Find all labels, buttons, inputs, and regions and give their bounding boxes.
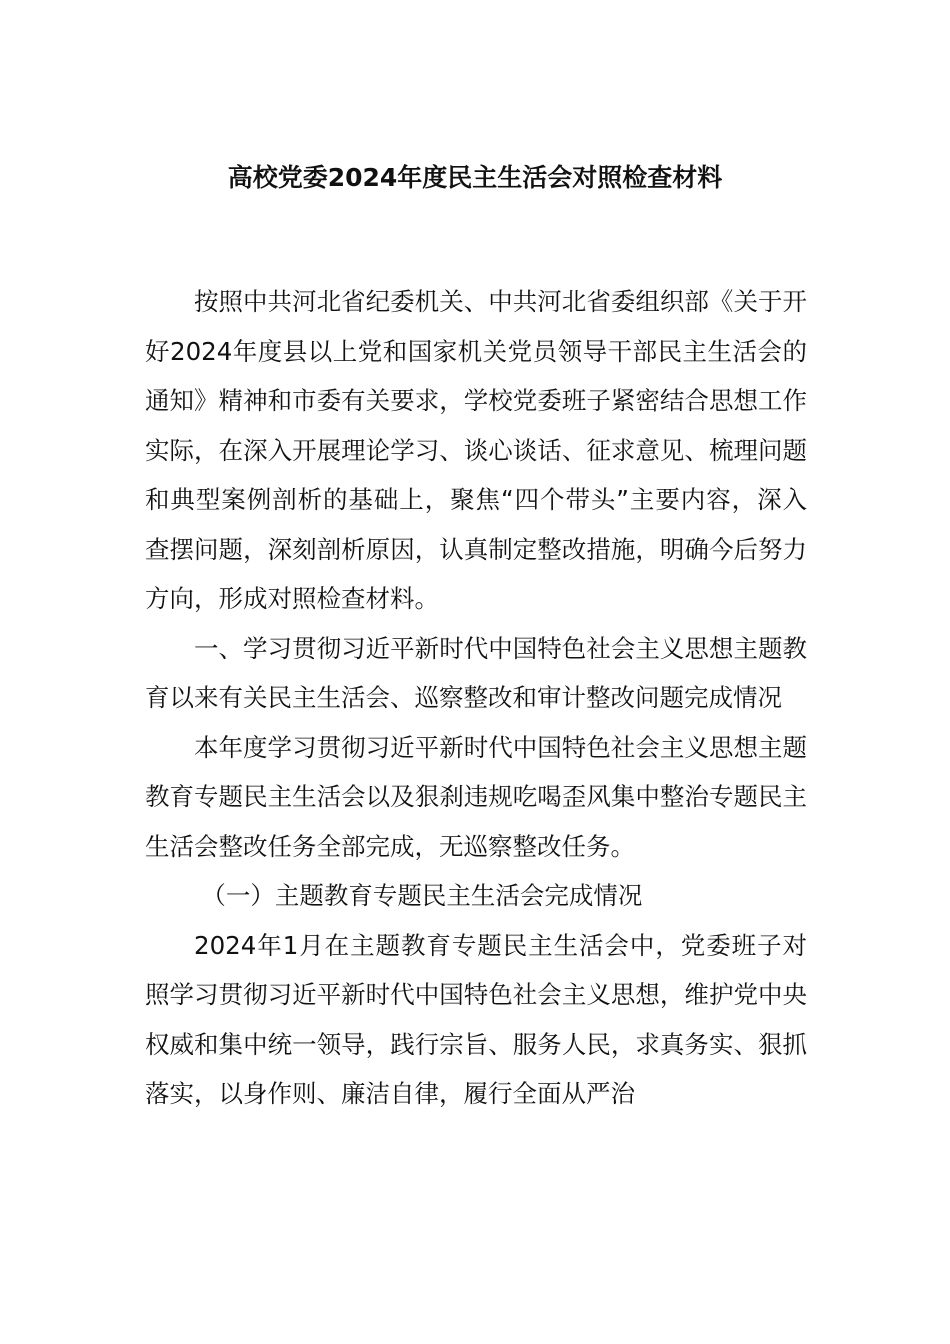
paragraph-section-1: 本年度学习贯彻习近平新时代中国特色社会主义思想主题教育专题民主生活会以及狠刹违规吃喝歪风集中整治专题民主生活会整改任务全部完成，无巡察整改任务。 bbox=[145, 732, 807, 861]
document-title: 高校党委2024年度民主生活会对照检查材料 bbox=[227, 163, 723, 192]
section-heading-1: 一、学习贯彻习近平新时代中国特色社会主义思想主题教育以来有关民主生活会、巡察整改和审计整改问题完成情况 bbox=[145, 633, 807, 712]
paragraph-subsection-1: 2024年1月在主题教育专题民主生活会中，党委班子对照学习贯彻习近平新时代中国特色社会主义思想，维护党中央权威和集中统一领导，践行宗旨、服务人民，求真务实、狠抓落实，以身作则、廉洁自律，履行全面从严治 bbox=[145, 930, 807, 1108]
subsection-heading-1: （一）主题教育专题民主生活会完成情况 bbox=[201, 881, 643, 910]
document-body bbox=[145, 277, 807, 1119]
paragraph-intro: 按照中共河北省纪委机关、中共河北省委组织部《关于开好2024年度县以上党和国家机关党员领导干部民主生活会的通知》精神和市委有关要求，学校党委班子紧密结合思想工作实际，在深入开展理论学习、谈心谈话、征求意见、梳理问题和典型案例剖析的基础上，聚焦“四个带头”主要内容，深入查摆问题，深刻剖析原因，认真制定整改措施，明确今后努力方向，形成对照检查材料。 bbox=[145, 287, 807, 613]
